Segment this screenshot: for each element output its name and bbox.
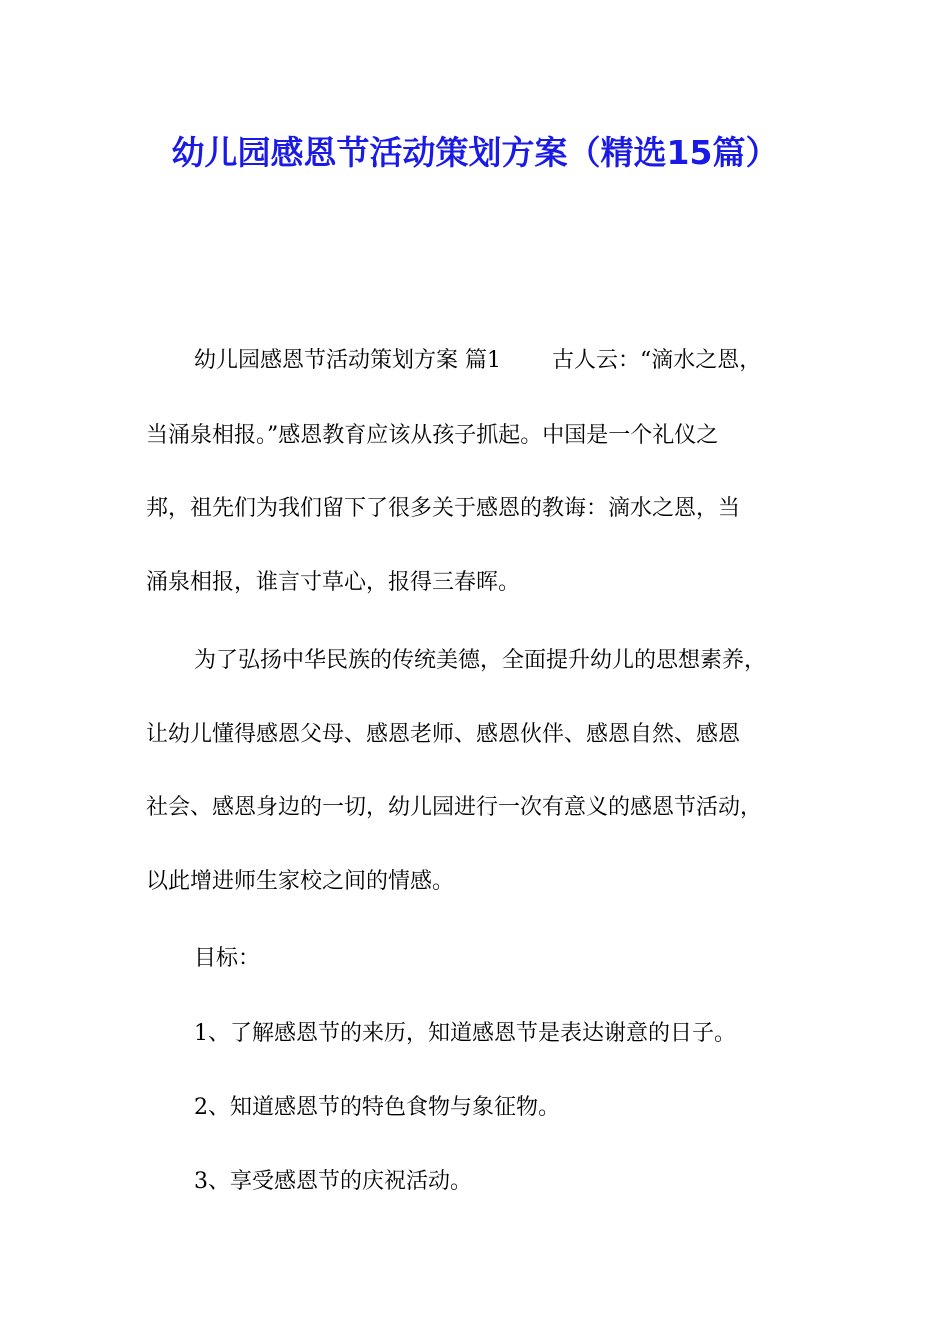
paragraph-1-line-2: 当涌泉相报。”感恩教育应该从孩子抓起。中国是一个礼仪之: [146, 423, 719, 448]
paragraph-1-line-4: 涌泉相报，谁言寸草心，报得三春晖。: [146, 570, 521, 595]
goals-heading: 目标：: [194, 946, 261, 971]
paragraph-2-line-1: 为了弘扬中华民族的传统美德，全面提升幼儿的思想素养，: [194, 648, 767, 673]
goal-item-3: 3、享受感恩节的庆祝活动。: [194, 1169, 472, 1194]
paragraph-1-line-1: 幼儿园感恩节活动策划方案 篇1 古人云：“滴水之恩，: [194, 348, 762, 373]
paragraph-2-line-3: 社会、感恩身边的一切，幼儿园进行一次有意义的感恩节活动，: [146, 795, 763, 820]
paragraph-2-line-2: 让幼儿懂得感恩父母、感恩老师、感恩伙伴、感恩自然、感恩: [146, 722, 741, 747]
goal-item-1: 1、了解感恩节的来历，知道感恩节是表达谢意的日子。: [194, 1021, 736, 1046]
paragraph-2-line-4: 以此增进师生家校之间的情感。: [146, 869, 455, 894]
document-title: 幼儿园感恩节活动策划方案（精选15篇）: [171, 133, 779, 172]
goal-item-2: 2、知道感恩节的特色食物与象征物。: [194, 1095, 560, 1120]
paragraph-1-line-3: 邦，祖先们为我们留下了很多关于感恩的教诲：滴水之恩，当: [146, 496, 741, 521]
